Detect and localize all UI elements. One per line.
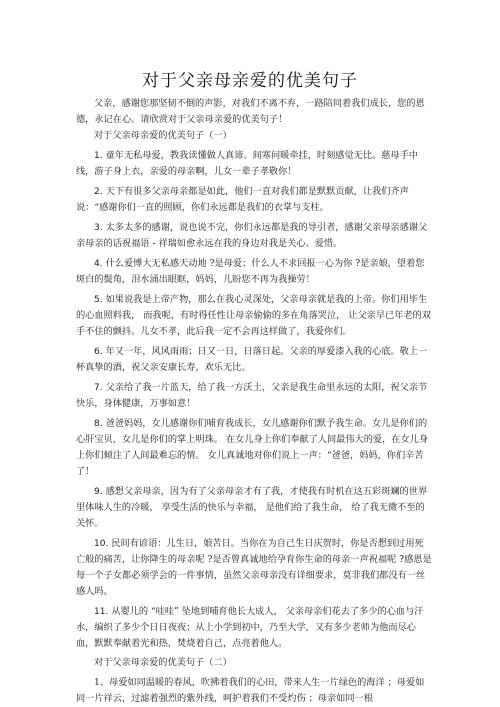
item-text: 天下有很多父亲母亲都是如此，他们一直对我们都是默默贡献，让我们齐声说：“感谢你们一直的照顾，你们永远都是我们的衣掌与支柱。 xyxy=(76,186,409,213)
item-number: 3. xyxy=(94,223,103,233)
item-text: 民间有谚语：儿生日，娘苦日。当你在为自己生日庆贺时，你是否想到过用死亡般的痛苦，让你降生的母亲呢 ?是否曾真诚地给孕育你生命的母亲一声祝福呢 ?感恩是每一个子女都必须学会的一件事情，虽然父亲母亲没有详细要求，莫非我们都没有一丝感人吗。 xyxy=(76,538,432,597)
item-text: 什么爱博大无私感天动地 ?是母爱；什么人不求回报一心为你 ?是亲娘，望着您斑白的鬓角，泪水涌出眼眶，妈妈，儿盼您不再为我操劳！ xyxy=(76,258,425,285)
item-number: 1. xyxy=(94,151,103,161)
document-body xyxy=(76,96,432,707)
list-item xyxy=(76,184,432,216)
item-number: 8. xyxy=(94,419,103,429)
item-text: 太多太多的感谢，说也说不完，你们永远都是我的导引者，感谢父亲母亲感谢父亲母亲的话祝福语 - 祥瑞如愈永远在我的身边对我是关心、爱惜。 xyxy=(76,222,428,249)
list-item xyxy=(76,416,432,480)
item-number: 9. xyxy=(94,487,103,497)
item-number: 6. xyxy=(94,347,103,357)
list-item xyxy=(76,292,432,340)
list-item xyxy=(76,344,432,376)
item-number: 11. xyxy=(94,607,109,617)
section-heading-2: 对于父亲母亲爱的优美句子（二） xyxy=(94,657,232,668)
section-heading-1: 对于父亲母亲爱的优美句子（一） xyxy=(94,130,232,141)
list-item xyxy=(76,380,432,412)
item-text: 父亲给了我一片蓝天，给了我一方沃土，父亲是我生命里永远的太阳，祝父亲节快乐，身体健康，万事如意！ xyxy=(76,382,428,409)
list-item xyxy=(76,220,432,252)
intro-paragraph: 父亲，感谢您那坚韧不倒的声影，对我们不离不弃，一路陪同着我们成长，您的恩德，永记在心。请欣赏对于父亲母亲爱的优美句子！ xyxy=(76,98,425,125)
list-item xyxy=(76,148,432,180)
item-text: 感想父亲母亲，因为有了父亲母亲才有了我，才使我有时机在这五彩斑斓的世界里体味人生的冷暖， 享受生活的快乐与幸福， 是他们给了我生命， 给了我无微不至的关怀。 xyxy=(76,486,428,529)
item-number: 7. xyxy=(94,383,103,393)
list-item xyxy=(76,604,432,652)
list-item xyxy=(76,484,432,532)
list-item xyxy=(76,256,432,288)
item-text: 从婴儿的 “哇哇” 坠地到哺育他长大成人， 父亲母亲们花去了多少的心血与汗水，编织了多少个日日夜夜；从上小学到初中，乃至大学，又有多少老师为他而尽心血，默默奉献着光和热，焚烧着自己，点亮着他人。 xyxy=(76,606,424,649)
item-text: 如果说我是上帝产物，那么在我心灵深处，父亲母亲就是我的上帝。你们用毕生的心血照料我， 而我呢，有时得任性让母亲偷偷的多在角落哭泣， 让父亲早已年老的双手不住的颤抖。儿女不孝，此后我一定不会再这样做了，我爱你们。 xyxy=(76,294,431,337)
item-number: 2. xyxy=(94,187,103,197)
page-title: 对于父亲母亲爱的优美句子 xyxy=(142,71,358,91)
item-text: 爸爸妈妈，女儿感谢你们哺育我成长，女儿感谢你们默予我生命。女儿是你们的心肝宝贝，女儿是你们的掌上明珠。 在女儿身上你们奉献了人间最伟大的爱，在女儿身上你们倾注了人间最难忘的情。 女儿真诚地对你们说上一声：“爸爸，妈妈，你们辛苦了！ xyxy=(76,418,429,477)
item-text: 童年无私母爱，教我读懂做人真谛。间寒问暖牵挂，时刻感觉无比。慈母手中线，游子身上衣，亲爱的母亲啊，儿女一辈子孝敬你！ xyxy=(76,150,418,177)
item-number: 4. xyxy=(94,259,103,269)
list-item xyxy=(76,536,432,600)
list-item: 1、母爱如同温暖的春风，吹拂着我们的心田，带来人生一片绿色的海洋 ；母爱如同一片祥云，过滤着强烈的紫外线，呵护着我们不受灼伤 ；母亲如同一根 xyxy=(76,677,425,704)
item-number: 5. xyxy=(94,295,103,305)
item-number: 10. xyxy=(94,539,109,549)
item-text: 年又一年，风风雨雨；日又一日，日落日起。父亲的厚爱漆入我的心底。敬上一杯真挚的酒，祝父亲安康长寿，欢乐无比。 xyxy=(76,346,428,373)
